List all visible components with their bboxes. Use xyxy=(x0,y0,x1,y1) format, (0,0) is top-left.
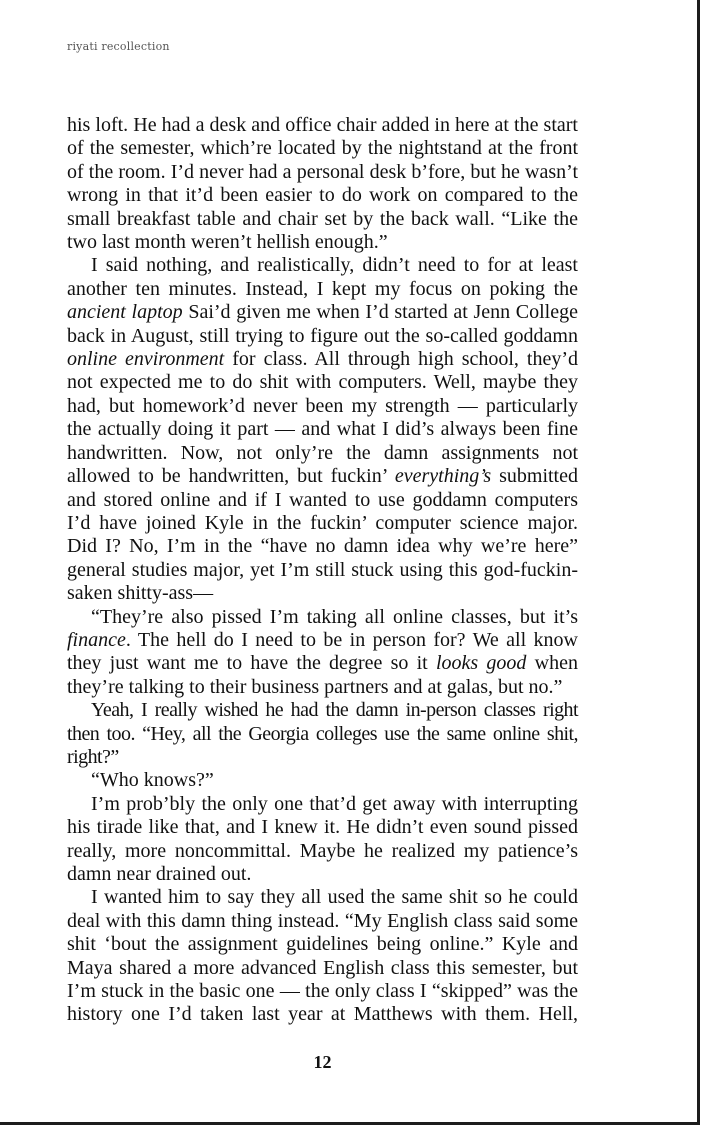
text-run: “They’re also pissed I’m taking all online classes, but it’s xyxy=(91,605,578,628)
paragraph xyxy=(67,886,578,1026)
paragraph xyxy=(67,769,578,792)
italic-text: everything’s xyxy=(394,465,492,488)
text-run: “Who knows?” xyxy=(91,769,214,792)
body-text xyxy=(67,114,578,1027)
paragraph xyxy=(67,699,578,769)
text-run: his loft. He had a desk and office chair added in here at the start of the semester, which’re located by the nightstand at the front of the room. I’d never had a personal desk b’fore, but he wasn’t wrong in that it’d been easier to do work on compared to the small breakfast table and chair set by the back wall. “Like the two last month weren’t hellish enough.” xyxy=(67,114,578,254)
paragraph xyxy=(67,254,578,605)
italic-text: finance xyxy=(67,628,126,651)
page-number: 12 xyxy=(313,1052,332,1072)
text-run: I’m prob’bly the only one that’d get away with interrupting his tirade like that, and I knew it. He didn’t even sound pissed really, more noncommittal. Maybe he realized my patience’s damn near drained out. xyxy=(67,792,578,885)
paragraph xyxy=(67,606,578,700)
text-run: when they’re talking to their business partners and at galas, but no.” xyxy=(67,652,578,698)
italic-text: ancient laptop xyxy=(67,301,183,324)
paragraph xyxy=(67,114,578,254)
text-run: I said nothing, and realistically, didn’t need to for at least another ten minutes. Instead, I kept my focus on poking the xyxy=(67,254,578,300)
text-run: for class. All through high school, they’d not expected me to do shit with computers. Well, maybe they had, but homework’d never been my strength — particularly the actually doing it part — and what I did’s always been fine handwritten. Now, not only’re the damn assignments not allowed to be handwritten, but fuckin’ xyxy=(67,348,579,488)
text-run: . The hell do I need to be in person for? We all know they just want me to have the degree so it xyxy=(67,628,578,675)
text-run: Sai’d given me when I’d started at Jenn College back in August, still trying to figure out the so-called goddamn xyxy=(67,301,578,347)
paragraph xyxy=(67,793,578,887)
text-run: submitted and stored online and if I wanted to use goddamn computers I’d have joined Kyle in the fuckin’ computer science major. Did I? No, I’m in the “have no damn idea why we’re here” general studies major, yet I’m still stuck using this god-fuckin-saken shitty-ass— xyxy=(67,465,578,605)
italic-text: online environment xyxy=(67,348,225,371)
text-run: Yeah, I really wished he had the damn in-person classes right then too. “Hey, all the Georgia colleges use the same online shit, right?” xyxy=(67,699,578,768)
italic-text: looks good xyxy=(435,652,527,675)
running-header: riyati recollection xyxy=(67,40,170,53)
text-run: I wanted him to say they all used the same shit so he could deal with this damn thing instead. “My English class said some shit ‘bout the assignment guidelines being online.” Kyle and Maya shared a more advanced English class this semester, but I’m stuck in the basic one — the only class I “skipped” was the history one I’d taken last year at Matthews with them. Hell, xyxy=(67,886,578,1026)
